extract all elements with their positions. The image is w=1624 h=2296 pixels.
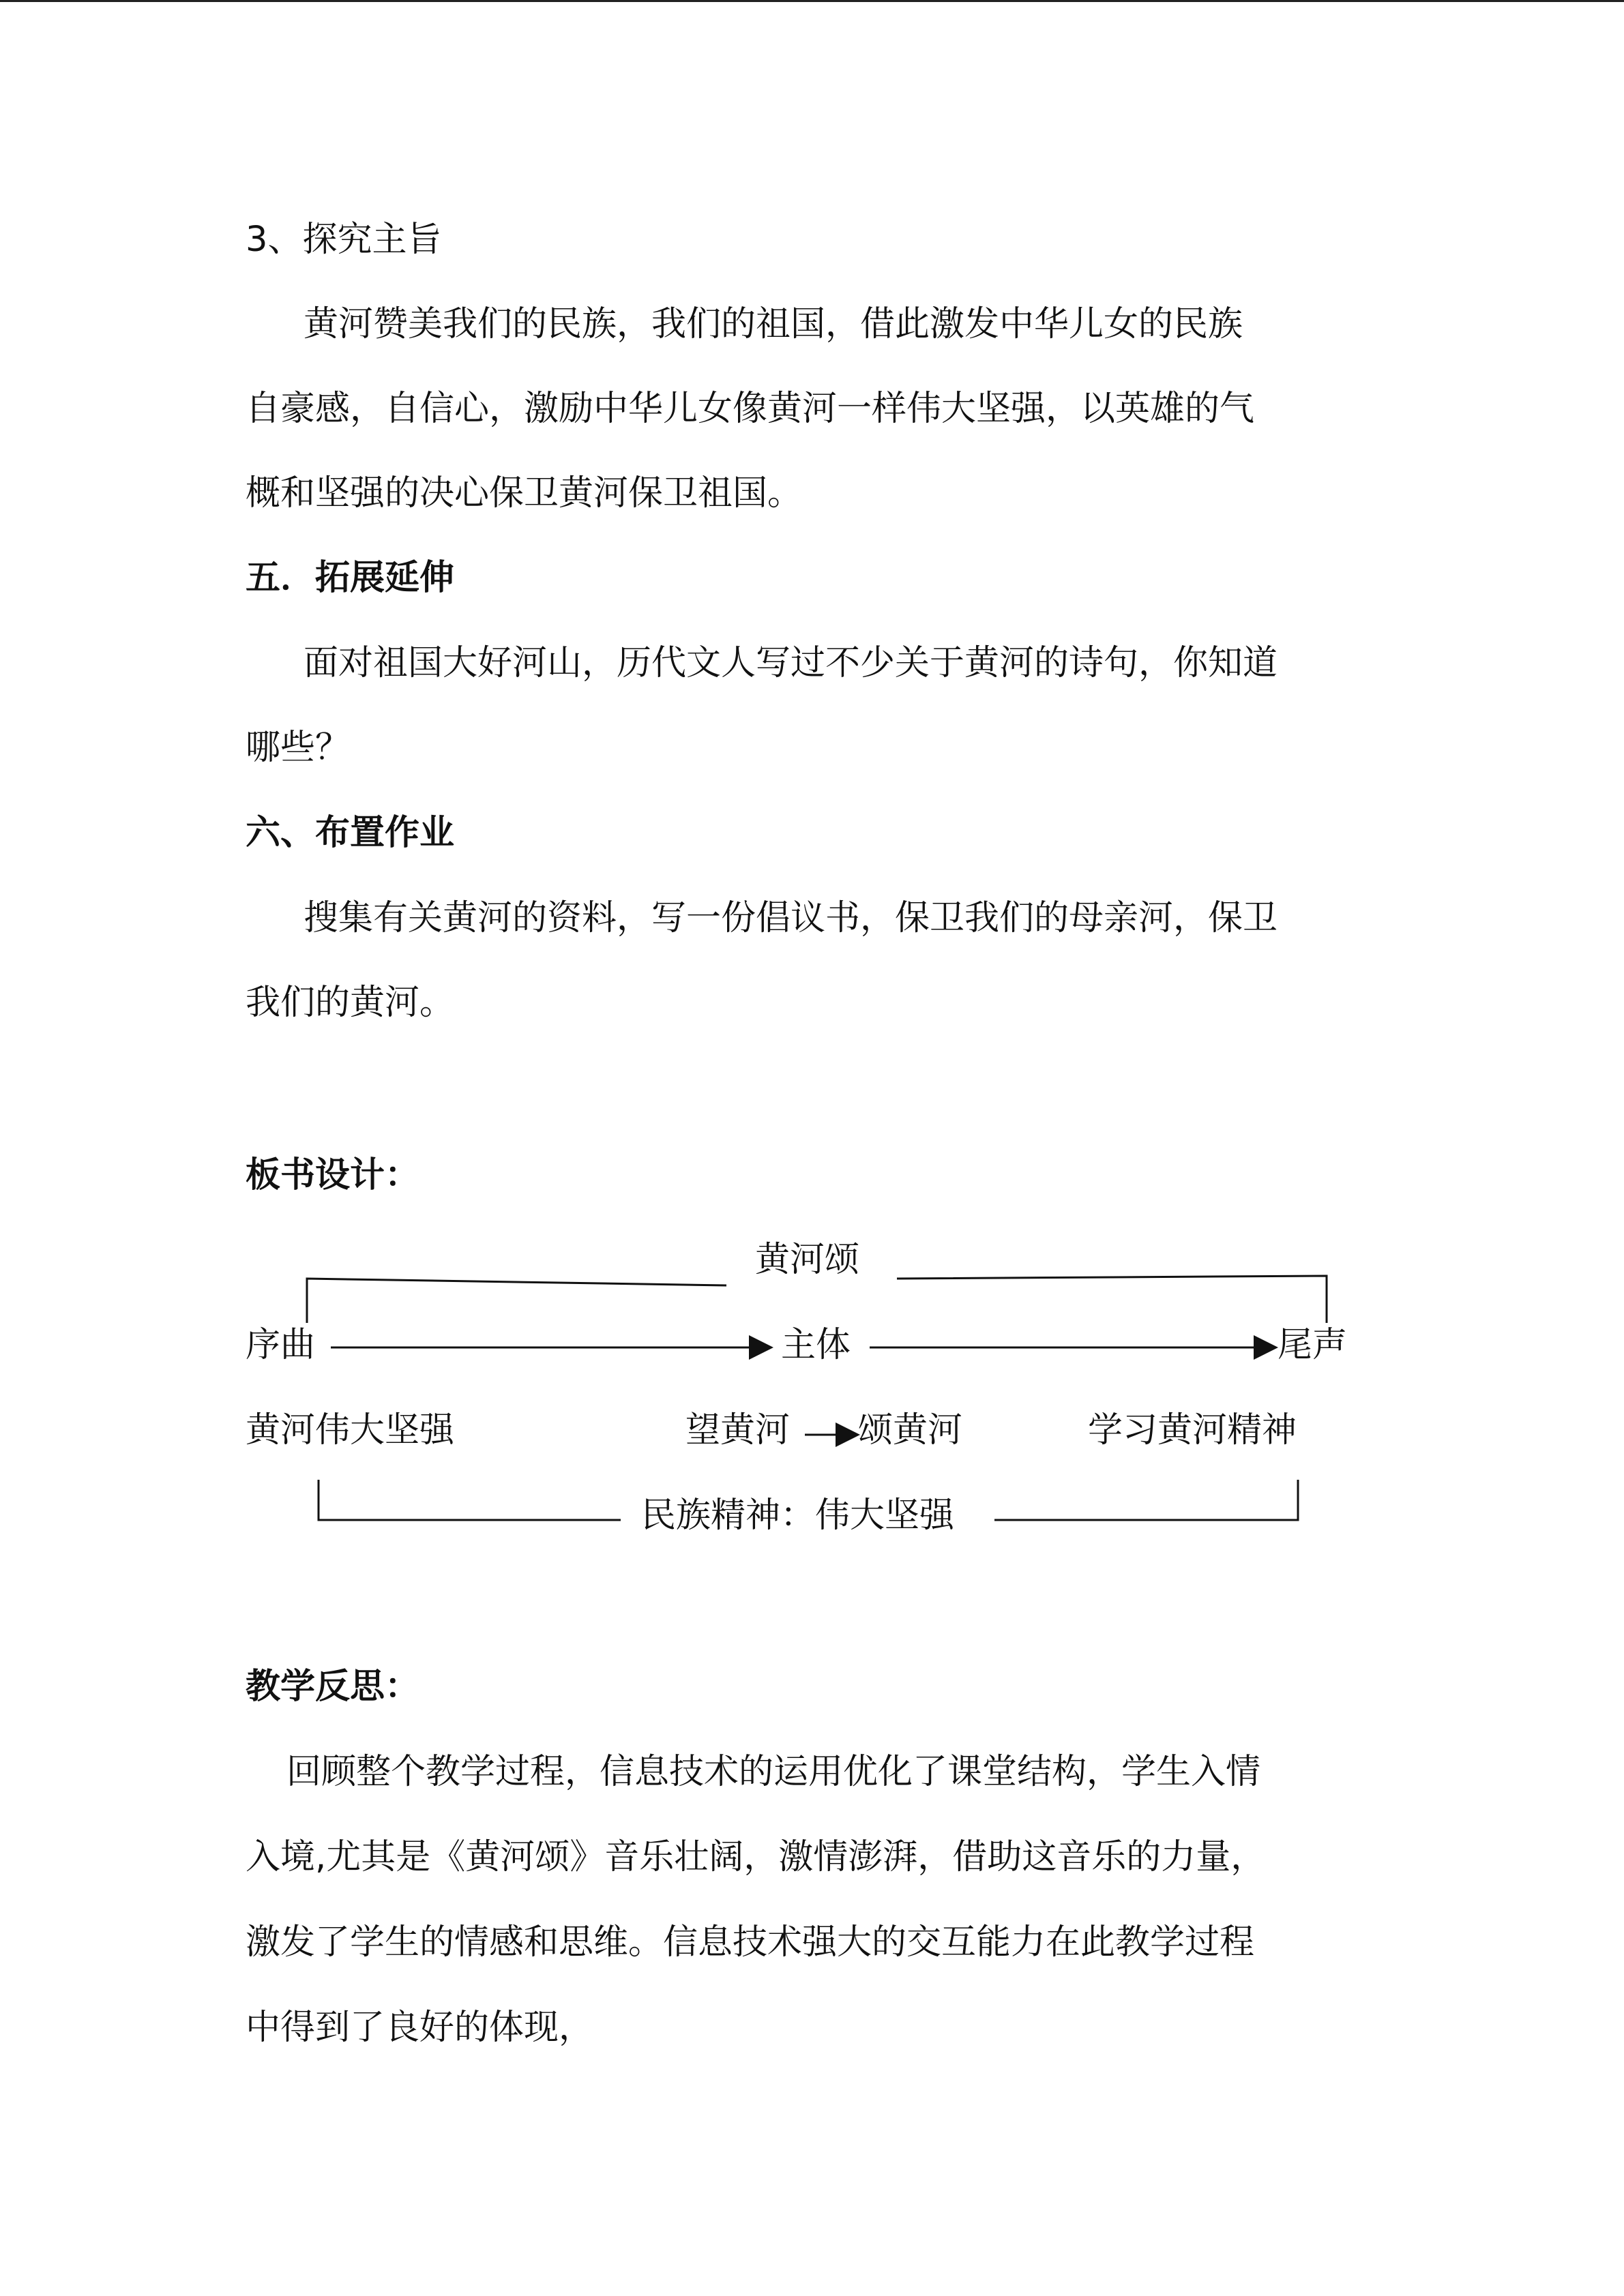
section5-line-1: 面对祖国大好河山，历代文人写过不少关于黄河的诗句，你知道: [304, 643, 1278, 683]
section5-heading: 五．拓展延伸: [246, 558, 455, 598]
section5-line-2: 哪些？: [246, 728, 351, 768]
board-main: 主体: [781, 1325, 851, 1365]
reflection-line-4: 中得到了良好的体现，: [246, 2008, 594, 2048]
board-title: 黄河颂: [755, 1240, 860, 1280]
board-spirit: 民族精神：伟大坚强: [641, 1495, 955, 1536]
reflection-line-3: 激发了学生的情感和思维。信息技术强大的交互能力在此教学过程: [246, 1922, 1255, 1963]
bottom-bracket-left: [319, 1480, 621, 1520]
board-prelude-theme: 黄河伟大坚强: [246, 1410, 455, 1450]
board-prelude: 序曲: [246, 1325, 316, 1365]
section3-line-2: 自豪感，自信心，激励中华儿女像黄河一样伟大坚强，以英雄的气: [246, 389, 1255, 429]
reflection-heading: 教学反思：: [246, 1667, 420, 1707]
section6-line-2: 我们的黄河。: [246, 983, 455, 1023]
reflection-line-1: 回顾整个教学过程，信息技术的运用优化了课堂结构，学生入情: [286, 1752, 1261, 1792]
board-main-from: 望黄河: [685, 1410, 791, 1450]
reflection-line-2: 入境,尤其是《黄河颂》音乐壮阔，激情澎湃，借助这音乐的力量，: [246, 1837, 1266, 1877]
top-bracket-right: [897, 1276, 1327, 1323]
section3-line-1: 黄河赞美我们的民族，我们的祖国，借此激发中华儿女的民族: [304, 304, 1243, 344]
bottom-bracket-right: [994, 1480, 1298, 1520]
page-top-border: [0, 0, 1624, 2]
top-bracket-left: [307, 1279, 726, 1323]
board-heading: 板书设计：: [246, 1155, 420, 1195]
board-ending: 尾声: [1278, 1325, 1348, 1365]
section6-heading: 六、布置作业: [246, 813, 455, 853]
board-ending-theme: 学习黄河精神: [1088, 1410, 1297, 1450]
section6-line-1: 搜集有关黄河的资料，写一份倡议书，保卫我们的母亲河，保卫: [304, 898, 1278, 938]
section3-heading: 3、探究主旨: [246, 220, 442, 260]
board-main-to: 颂黄河: [858, 1410, 963, 1450]
section3-line-3: 概和坚强的决心保卫黄河保卫祖国。: [246, 473, 803, 513]
